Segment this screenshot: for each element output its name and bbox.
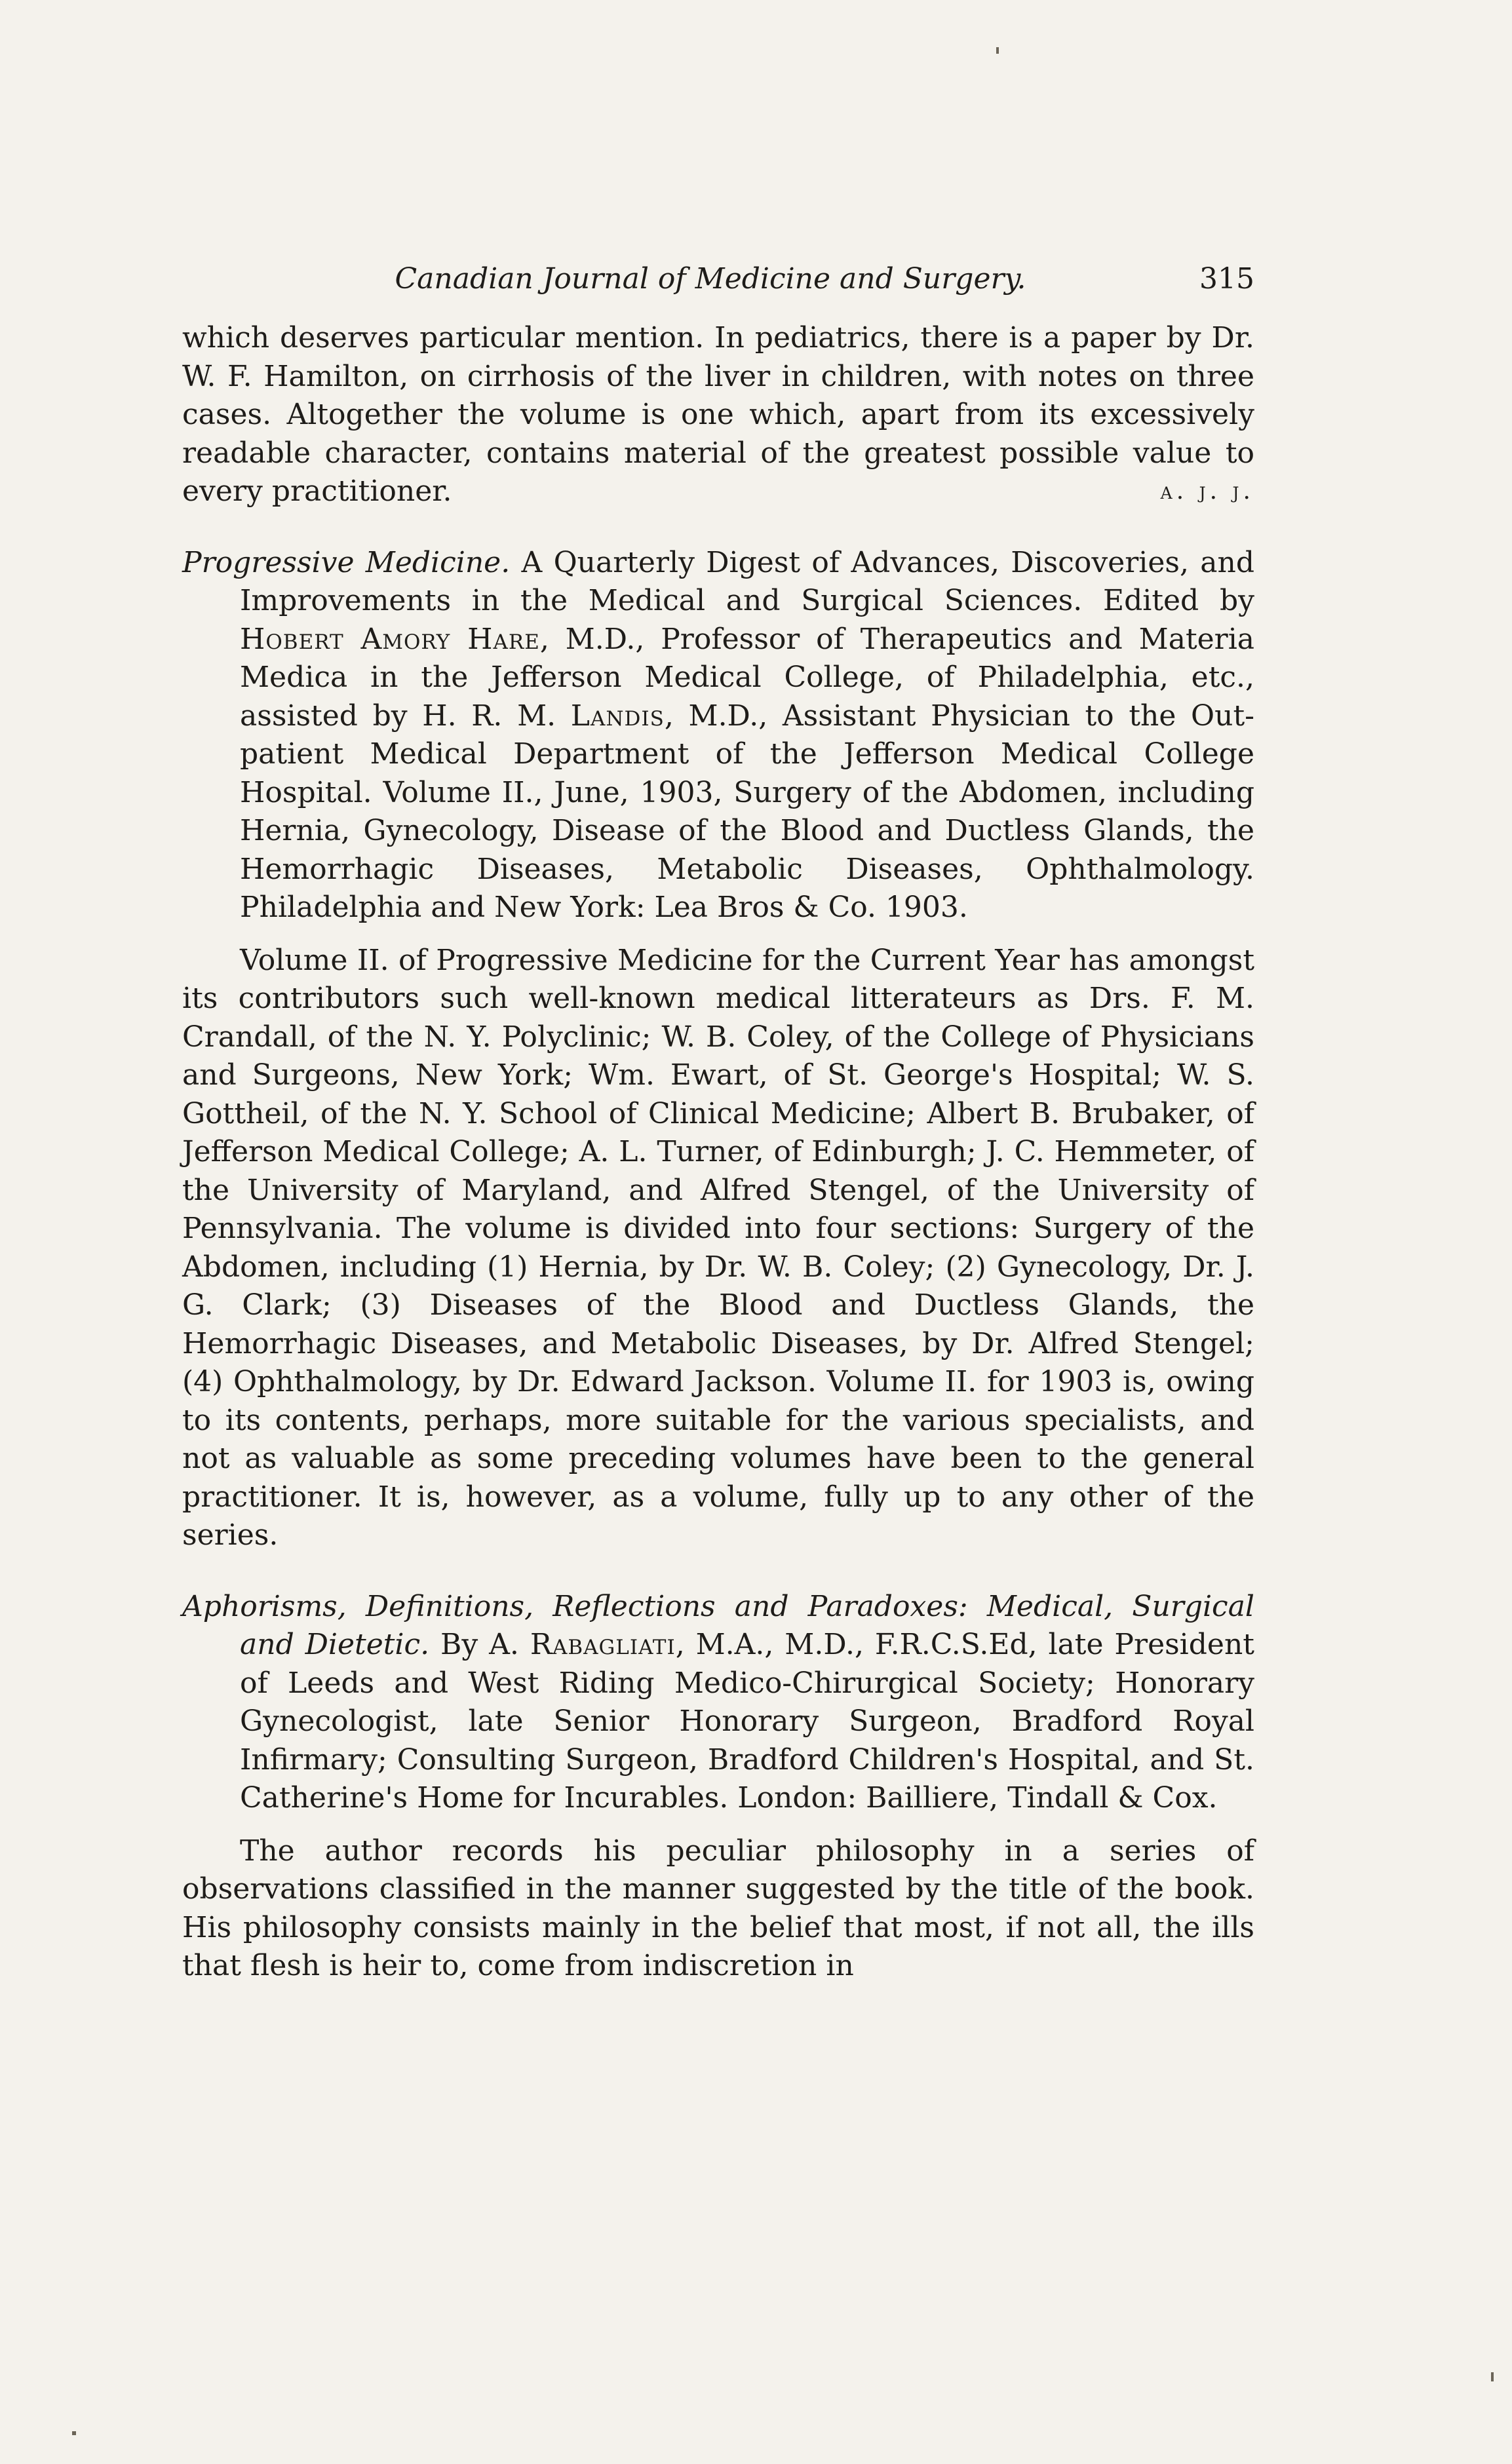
review-body-progressive-medicine: Volume II. of Progressive Medicine for the Current Year has amongst its contributors such well-known medical litterateurs as Drs. F. M. Crandall, of the N. Y. Polyclinic; W. B. Coley, of the College of Physicians and Surgeons, New York; Wm. Ewart, of St. George's Hospital; W. S. Gottheil, of the N. Y. School of Clinical Medicine; Albert B. Brubaker, of Jefferson Medical College; A. L. Turner, of Edinburgh; J. C. Hemmeter, of the University of Maryland, and Alfred Stengel, of the University of Pennsylvania. The volume is divided into four sections: Surgery of the Abdomen, including (1) Hernia, by Dr. W. B. Coley; (2) Gynecology, Dr. J. G. Clark; (3) Diseases of the Blood and Ductless Glands, the Hemorrhagic Diseases, and Metabolic Diseases, by Dr. Alfred Stengel; (4) Ophthalmology, by Dr. Edward Jackson. Volume II. for 1903 is, owing to its contents, perhaps, more suitable for the various specialists, and not as valuable as some preceding volumes have been to the general practitioner. It is, however, as a volume, fully up to any other of the series. [182,943,1254,1552]
review-title: Progressive Medicine. [182,545,511,579]
citation-text: , M.D., Professor of Therapeutics and Materia Medica in the Jefferson Medical College, of Philadelphia, etc., assisted by H. R. M. [240,622,1254,733]
page-number: 315 [1199,262,1254,296]
journal-page [182,262,1254,1986]
opening-paragraph [182,319,1254,511]
citation-text: By A. [440,1628,519,1661]
print-speck [72,2431,76,2435]
print-speck [1491,2372,1494,2381]
review-body-aphorisms: The author records his peculiar philosophy in a series of observations classified in the manner suggested by the title of the book. His philosophy consists mainly in the belief that most, if not all, the ills that flesh is heir to, come from indiscretion in [182,1834,1254,1982]
citation-text: , M.A., M.D., F.R.C.S.Ed, late President of Leeds and West Riding Medico-Chirurgical Society; Honorary Gynecologist, late Senior Honorary Surgeon, Bradford Royal Infirmary; Consulting Surgeon, Bradford Children's Hospital, and St. Catherine's Home for Incurables. London: Bailliere, Tindall & Cox. [240,1628,1254,1815]
author-name: Rabagliati [530,1628,676,1661]
print-speck [996,47,999,54]
reviewer-signature: a. j. j. [1160,478,1254,505]
editor-name: Hobert Amory Hare [240,622,540,656]
opening-paragraph-text: which deserves particular mention. In pediatrics, there is a paper by Dr. W. F. Hamilton, on cirrhosis of the liver in children, with notes on three cases. Altogether the volume is one which, apart from its excessively readable character, contains material of the greatest possible value to every practitioner. [182,321,1254,508]
citation-text: A Quarterly Digest of Advances, Discoveries, and Improvements in the Medical and Surgical Sciences. Edited by [240,545,1254,617]
assistant-name: Landis [570,699,665,733]
review-citation-aphorisms [182,1588,1254,1818]
citation-text: , M.D., Assistant Physician to the Out-patient Medical Department of the Jefferson Medical College Hospital. Volume II., June, 1903, Surgery of the Abdomen, including Hernia, Gynecology, Disease of the Blood and Ductless Glands, the Hemorrhagic Diseases, Metabolic Diseases, Ophthalmology. Philadelphia and New York: Lea Bros & Co. 1903. [240,699,1254,924]
review-title: Aphorisms, Definitions, Reflections and Paradoxes: Medical, Surgical and Dietetic. [182,1589,1254,1661]
review-citation-progressive-medicine [182,544,1254,927]
running-head [182,262,1254,296]
journal-title: Canadian Journal of Medicine and Surgery. [395,262,1026,296]
opening-paragraph-block [182,319,1254,511]
